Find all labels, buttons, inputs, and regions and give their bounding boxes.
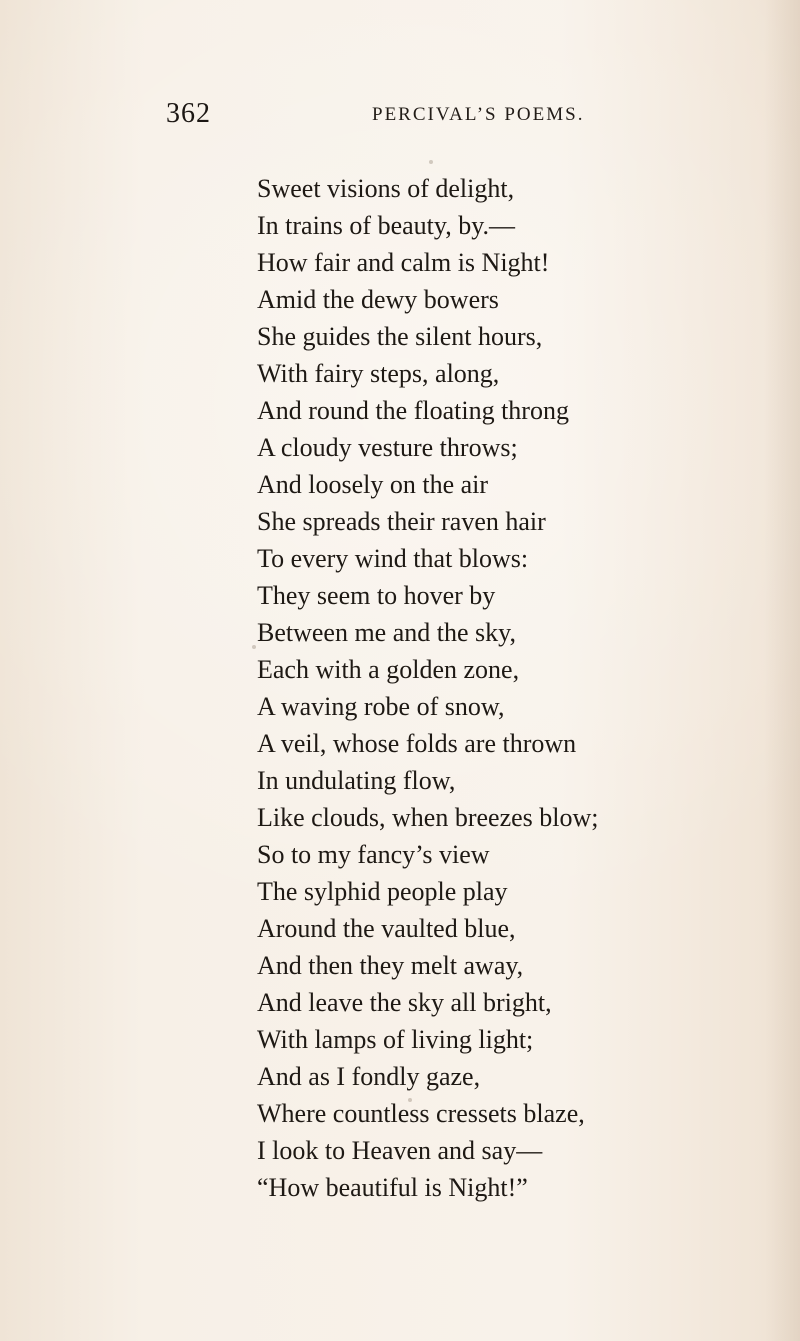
poem-line: A cloudy vesture throws; xyxy=(257,433,518,462)
poem-line: And leave the sky all bright, xyxy=(257,988,552,1017)
poem-line: Between me and the sky, xyxy=(257,618,516,647)
poem-line: And round the floating throng xyxy=(257,396,569,425)
poem-line: Around the vaulted blue, xyxy=(257,914,516,943)
paper-speck xyxy=(408,1098,412,1102)
page-number: 362 xyxy=(166,98,211,129)
poem-line: She guides the silent hours, xyxy=(257,322,543,351)
poem-line: A waving robe of snow, xyxy=(257,692,505,721)
poem-line: A veil, whose folds are thrown xyxy=(257,729,577,758)
page-edge-shadow xyxy=(764,0,800,1341)
poem-line: So to my fancy’s view xyxy=(257,840,490,869)
poem-line: In trains of beauty, by.— xyxy=(257,211,516,240)
poem-line: Amid the dewy bowers xyxy=(257,285,499,314)
poem-line: They seem to hover by xyxy=(257,581,496,610)
poem-line: Like clouds, when breezes blow; xyxy=(257,803,599,832)
poem-line: And then they melt away, xyxy=(257,951,524,980)
poem-line: Each with a golden zone, xyxy=(257,655,520,684)
poem-line: And as I fondly gaze, xyxy=(257,1062,481,1091)
poem-line: She spreads their raven hair xyxy=(257,507,546,536)
poem-line: To every wind that blows: xyxy=(257,544,529,573)
poem-line: And loosely on the air xyxy=(257,470,489,499)
poem-line: How fair and calm is Night! xyxy=(257,248,550,277)
poem-body xyxy=(257,170,697,1206)
poem-line: The sylphid people play xyxy=(257,877,508,906)
poem-line: With lamps of living light; xyxy=(257,1025,534,1054)
running-title: PERCIVAL’S POEMS. xyxy=(372,104,585,125)
poem-line: With fairy steps, along, xyxy=(257,359,500,388)
poem-line: I look to Heaven and say— xyxy=(257,1136,543,1165)
page-header xyxy=(166,98,626,138)
poem-line: “How beautiful is Night!” xyxy=(257,1173,528,1202)
paper-speck xyxy=(429,160,433,164)
poem-line: In undulating flow, xyxy=(257,766,456,795)
paper-speck xyxy=(252,645,256,649)
poem-line: Sweet visions of delight, xyxy=(257,174,515,203)
poem-line: Where countless cressets blaze, xyxy=(257,1099,585,1128)
